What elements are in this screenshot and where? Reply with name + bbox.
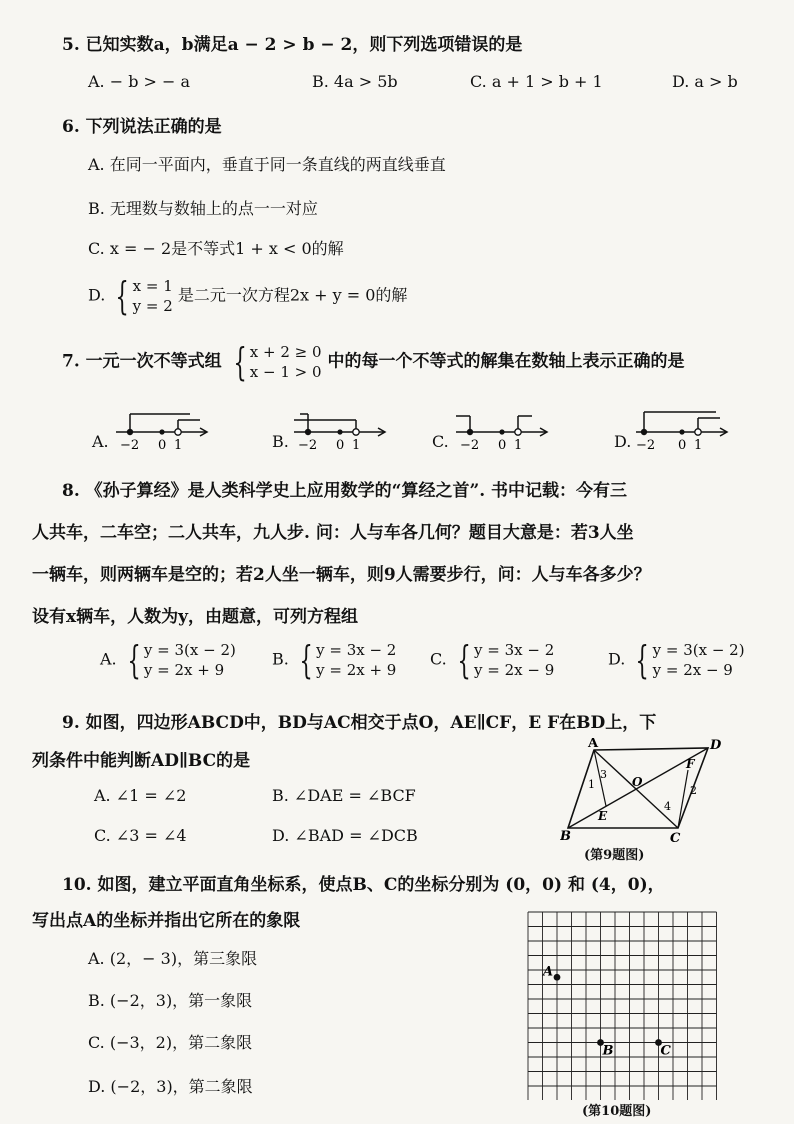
svg-text:F: F (686, 757, 695, 771)
q8-line-1: 8. 《孙子算经》是人类科学史上应用数学的“算经之首”. 书中记载：今有三 (62, 481, 628, 501)
grid-label-C: C (660, 1043, 671, 1059)
svg-text:A: A (588, 738, 599, 751)
q8-option-d: D. { y = 3(x − 2) y = 2x − 9 (608, 638, 745, 682)
q6-title: 6. 下列说法正确的是 (62, 117, 222, 137)
q6-option-c: C. x = − 2是不等式1 + x < 0的解 (88, 239, 344, 258)
q7-numberline-c (452, 404, 552, 452)
svg-text:0: 0 (158, 438, 167, 452)
q8-option-c: C. { y = 3x − 2 y = 2x − 9 (430, 638, 555, 682)
q9-line-2: 列条件中能判断AD∥BC的是 (32, 751, 251, 771)
grid-label-B: B (602, 1043, 614, 1059)
q9-line-1: 9. 如图，四边形ABCD中，BD与AC相交于点O，AE∥CF，E F在BD上，下 (62, 713, 657, 733)
grid-point-A (554, 974, 561, 981)
q7-numberline-a (112, 404, 212, 452)
q8-option-b: B. { y = 3x − 2 y = 2x + 9 (272, 638, 397, 682)
q7-inequality-system: { x + 2 ≥ 0 x − 1 > 0 (233, 340, 322, 384)
q7-label-c: C. (432, 432, 449, 451)
q8-option-a: A. { y = 3(x − 2) y = 2x + 9 (100, 638, 236, 682)
svg-text:1: 1 (694, 438, 703, 452)
q5-option-a: A. − b > − a (88, 72, 191, 91)
svg-text:0: 0 (678, 438, 687, 452)
q7-title: 7. 一元一次不等式组 { x + 2 ≥ 0 x − 1 > 0 中的每一个不等式的解集在数轴上表示正确的是 (62, 340, 685, 384)
svg-text:D: D (710, 738, 722, 753)
q9-figure-quadrilateral (560, 738, 730, 844)
svg-text:3: 3 (600, 768, 607, 781)
svg-text:0: 0 (498, 438, 507, 452)
svg-text:−2: −2 (636, 438, 656, 452)
svg-text:0: 0 (336, 438, 345, 452)
q10-line-1: 10. 如图，建立平面直角坐标系，使点B、C的坐标分别为 (0，0) 和 (4，0)， (62, 875, 665, 895)
q10-coordinate-grid (524, 910, 724, 1100)
q7-label-d: D. (614, 432, 632, 451)
q5-title: 5. 已知实数a，b满足a − 2 > b − 2，则下列选项错误的是 (62, 35, 523, 55)
q9-option-d: D. ∠BAD = ∠DCB (272, 826, 418, 845)
q9-caption: (第9题图) (584, 848, 645, 863)
q8-line-2: 人共车，二车空；二人共车，九人步. 问：人与车各几何？题目大意是：若3人坐 (32, 523, 634, 543)
svg-text:1: 1 (352, 438, 361, 452)
svg-text:C: C (670, 831, 681, 844)
svg-text:−2: −2 (460, 438, 480, 452)
q7-numberline-b (290, 404, 390, 452)
svg-text:1: 1 (588, 778, 595, 791)
q10-caption: (第10题图) (582, 1104, 652, 1119)
svg-text:4: 4 (664, 800, 671, 813)
q7-label-a: A. (92, 432, 109, 451)
q8-line-4: 设有x辆车，人数为y，由题意，可列方程组 (32, 607, 359, 627)
svg-text:−2: −2 (120, 438, 140, 452)
q9-option-a: A. ∠1 = ∠2 (94, 786, 187, 805)
q7-numberline-d (632, 404, 732, 452)
q8-line-3: 一辆车，则两辆车是空的；若2人坐一辆车，则9人需要步行，问：人与车各多少？ (32, 565, 651, 585)
q9-option-b: B. ∠DAE = ∠BCF (272, 786, 416, 805)
q10-option-a: A. (2，− 3)，第三象限 (88, 949, 258, 968)
svg-text:1: 1 (514, 438, 523, 452)
q10-option-c: C. (−3，2)，第二象限 (88, 1033, 253, 1052)
q5-option-c: C. a + 1 > b + 1 (470, 72, 603, 91)
q10-line-2: 写出点A的坐标并指出它所在的象限 (32, 911, 301, 931)
svg-text:2: 2 (690, 784, 697, 797)
q10-option-d: D. (−2，3)，第二象限 (88, 1077, 253, 1096)
q6-equation-system: { x = 1 y = 2 (115, 274, 173, 318)
q6-option-d: D. { x = 1 y = 2 是二元一次方程2x + y = 0的解 (88, 274, 408, 318)
svg-text:B: B (560, 829, 571, 844)
q5-option-b: B. 4a > 5b (312, 72, 398, 91)
grid-label-A: A (543, 964, 554, 980)
svg-text:O: O (632, 775, 643, 789)
q7-label-b: B. (272, 432, 289, 451)
svg-text:E: E (598, 809, 608, 823)
q6-option-a: A. 在同一平面内，垂直于同一条直线的两直线垂直 (88, 155, 446, 174)
q5-option-d: D. a > b (672, 72, 738, 91)
q6-option-b: B. 无理数与数轴上的点一一对应 (88, 199, 318, 218)
q10-option-b: B. (−2，3)，第一象限 (88, 991, 253, 1010)
svg-text:−2: −2 (298, 438, 318, 452)
q9-option-c: C. ∠3 = ∠4 (94, 826, 187, 845)
svg-text:1: 1 (174, 438, 183, 452)
